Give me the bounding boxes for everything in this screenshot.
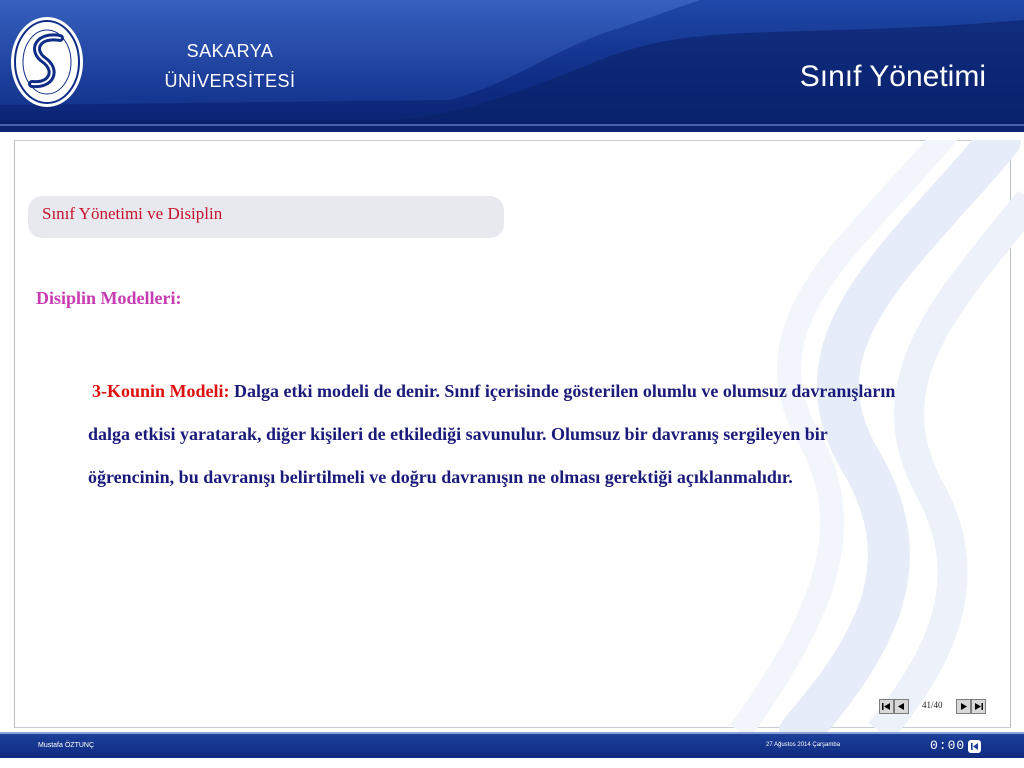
page-counter: 41/40	[922, 700, 943, 710]
model-text-line-1: Dalga etki modeli de denir. Sınıf içerisinde gösterilen olumlu ve olumsuz davranışların	[234, 381, 896, 401]
university-name	[140, 36, 320, 96]
next-page-icon[interactable]	[956, 699, 971, 714]
prev-page-icon[interactable]	[894, 699, 909, 714]
last-page-icon[interactable]	[971, 699, 986, 714]
home-icon[interactable]	[968, 740, 981, 753]
model-line-1	[88, 370, 983, 413]
model-text-line-2: dalga etkisi yaratarak, diğer kişileri de etkilediği savunulur. Olumsuz bir davranış sergileyen bir	[88, 424, 828, 444]
slide-heading: Sınıf Yönetimi	[799, 60, 986, 93]
university-logo-icon	[8, 14, 86, 110]
university-name-line2: ÜNİVERSİTESİ	[164, 71, 296, 91]
model-label: 3-Kounin Modeli:	[92, 381, 230, 401]
author-name: Mustafa ÖZTUNÇ	[38, 742, 95, 749]
disiplin-modelleri-heading: Disiplin Modelleri:	[36, 288, 182, 308]
timer: 0:00	[930, 738, 966, 753]
presentation-date: 27 Ağustos 2014 Çarşamba	[766, 742, 841, 748]
model-description	[88, 370, 983, 499]
footer-bar	[0, 734, 1024, 758]
first-page-icon[interactable]	[879, 699, 894, 714]
header-banner	[0, 0, 1024, 132]
section-title: Sınıf Yönetimi ve Disiplin	[42, 204, 223, 223]
section-title-box	[28, 196, 504, 238]
university-name-line1: SAKARYA	[186, 41, 274, 61]
model-text-line-3: öğrencinin, bu davranışı belirtilmeli ve doğru davranışın ne olması gerektiği açıklanmalıdır.	[88, 467, 793, 487]
footer-bottom-strip	[0, 758, 1024, 768]
